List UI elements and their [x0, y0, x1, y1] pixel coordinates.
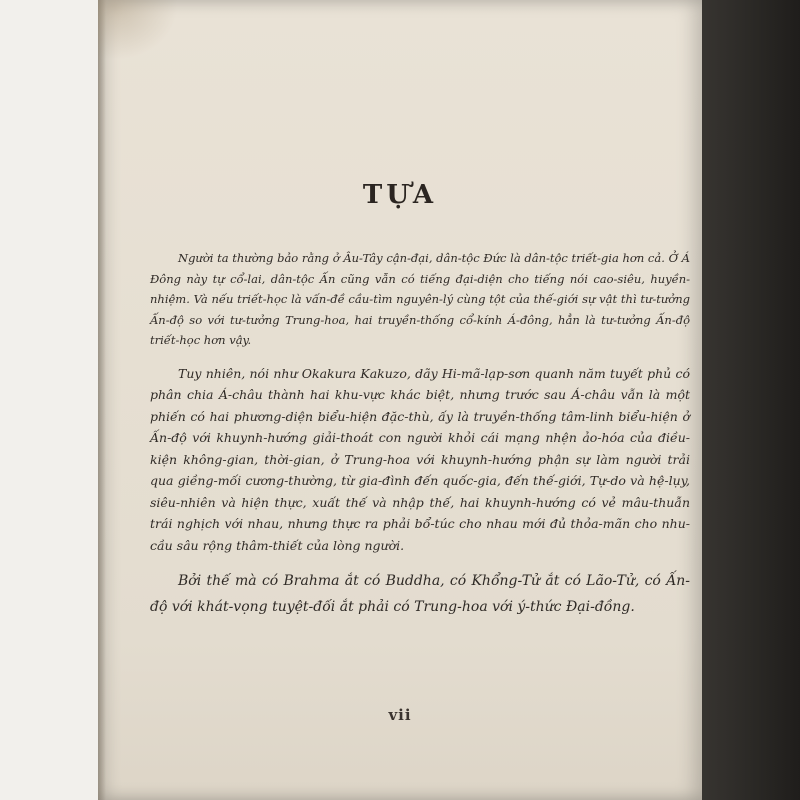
paragraph-2: Tuy nhiên, nói như Okakura Kakuzo, dãy Hi-mã-lạp-sơn quanh năm tuyết phủ có phân chia Á-châu thành hai khu-vực khác biệt, nhưng trước sau Á-châu vẫn là một phiến có hai phương-diện biểu-hiện đặc-thù, ấy là truyền-thống tâm-linh biểu-hiện ở Ấn-độ với khuynh-hướng giải-thoát con người khỏi cái mạng nhện ảo-hóa của điều-kiện không-gian, thời-gian, ở Trung-hoa với khuynh-hướng phận sự làm người trải qua giềng-mối cương-thường, từ gia-đình đến quốc-gia, đến thế-giới, Tự-do và hệ-lụy, siêu-nhiên và hiện thực, xuất thế và nhập thế, hai khuynh-hướng có vẻ mâu-thuẫn trái nghịch với nhau, nhưng thực ra phải bổ-túc cho nhau mới đủ thỏa-mãn cho nhu-cầu sâu rộng thâm-thiết của lòng người.	[150, 365, 690, 553]
background-surface	[690, 0, 800, 800]
paragraph-1: Người ta thường bảo rằng ở Âu-Tây cận-đại, dân-tộc Đức là dân-tộc triết-gia hơn cả. Ở Á Đông này tự cổ-lai, dân-tộc Ấn cũng vẫn có tiếng đại-diện cho tiếng nói cao-siêu, huyền-nhiệm. Và nếu triết-học là vấn-đề cầu-tìm nguyên-lý cùng tột của thế-giới sự vật thì tư-tưởng Ấn-độ so với tư-tưởng Trung-hoa, hai truyền-thống cổ-kính Á-đông, hẳn là tư-tưởng Ấn-độ triết-học hơn vậy.	[150, 251, 690, 347]
page-title: TỰA	[362, 180, 438, 210]
body-text	[150, 248, 690, 632]
page-number: vii	[388, 706, 412, 724]
page-shadow	[98, 0, 106, 800]
paragraph-3: Bởi thế mà có Brahma ắt có Buddha, có Khổng-Tử ắt có Lão-Tử, có Ấn-độ với khát-vọng tuyệt-đối ắt phải có Trung-hoa với ý-thức Đại-đồng.	[150, 573, 690, 615]
page-stain	[98, 0, 178, 60]
